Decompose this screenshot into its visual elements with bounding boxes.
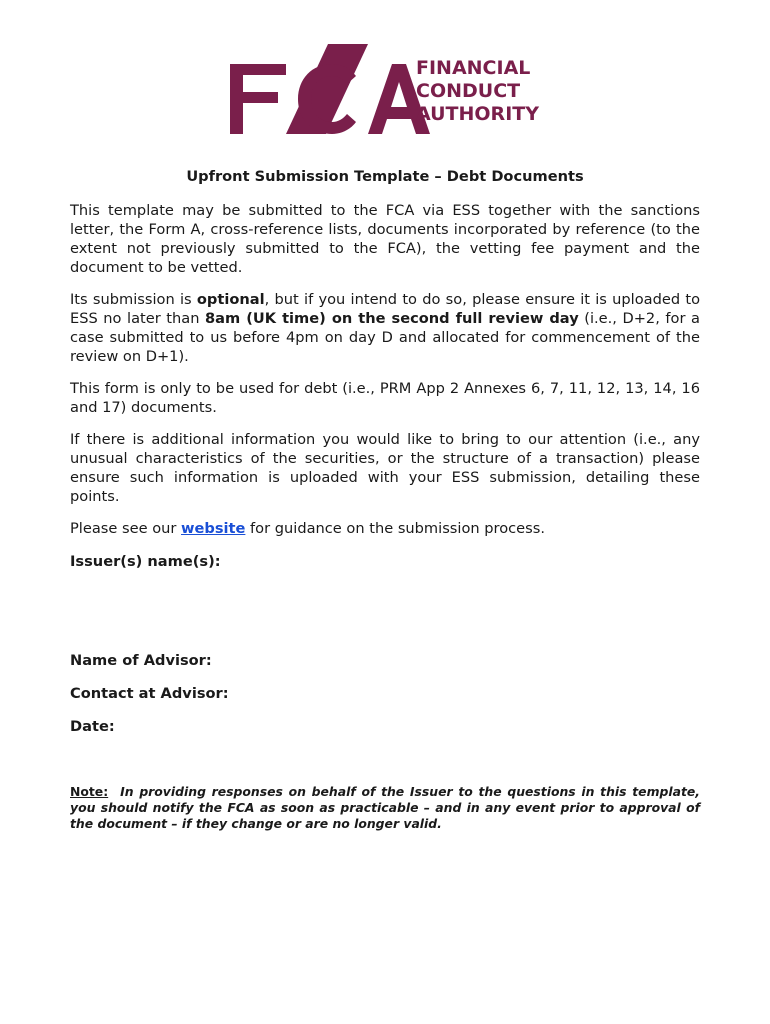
advisor-name-label: Name of Advisor:	[70, 652, 212, 669]
fca-logo	[228, 42, 548, 137]
deadline-emphasis: 8am (UK time) on the second full review day	[205, 310, 579, 327]
logo-text-financial: FINANCIAL	[416, 57, 531, 79]
logo-text-authority: AUTHORITY	[416, 103, 539, 125]
logo-letter-f	[230, 64, 286, 134]
paragraph-intro: This template may be submitted to the FCA via ESS together with the sanctions letter, the Form A, cross-reference lists, documents incorporated by reference (to the extent not previously submitted to the FCA), the vetting fee payment and the document to be vetted.	[70, 202, 700, 276]
paragraph-submission-pre: Its submission is	[70, 291, 197, 308]
note-paragraph	[70, 784, 700, 832]
note-label: Note:	[70, 784, 109, 799]
issuer-name-label: Issuer(s) name(s):	[70, 553, 221, 570]
paragraph-submission	[70, 290, 700, 366]
paragraph-submission-post: (i.e., D+2, for a case submitted to us before 4pm on day D and allocated for commencement of the review on D+1).	[70, 310, 700, 365]
optional-emphasis: optional	[196, 291, 265, 308]
date-label: Date:	[70, 718, 115, 735]
paragraph-guidance-post: for guidance on the submission process.	[245, 520, 546, 537]
paragraph-additional-info: If there is additional information you would like to bring to our attention (i.e., any unusual characteristics of the securities, or the structure of a transaction) please ensure such information is uploaded with your ESS submission, detailing these points.	[70, 431, 700, 505]
note-text: In providing responses on behalf of the Issuer to the questions in this template, you should notify the FCA as soon as practicable – and in any event prior to approval of the document – if they change or are no longer valid.	[70, 784, 700, 831]
advisor-contact-label: Contact at Advisor:	[70, 685, 229, 702]
paragraph-guidance	[70, 519, 700, 538]
document-title: Upfront Submission Template – Debt Documents	[186, 168, 584, 185]
document-body	[70, 167, 700, 844]
paragraph-scope: This form is only to be used for debt (i.e., PRM App 2 Annexes 6, 7, 11, 12, 13, 14, 16 and 17) documents.	[70, 380, 700, 416]
logo-parallelogram	[286, 44, 368, 134]
logo-text-conduct: CONDUCT	[416, 80, 521, 102]
fca-logo-graphic	[228, 42, 548, 137]
paragraph-submission-mid: , but if you intend to do so, please ensure it is uploaded to ESS no later than	[70, 291, 701, 327]
paragraph-guidance-pre: Please see our	[70, 520, 182, 537]
website-link[interactable]: website	[181, 520, 246, 537]
